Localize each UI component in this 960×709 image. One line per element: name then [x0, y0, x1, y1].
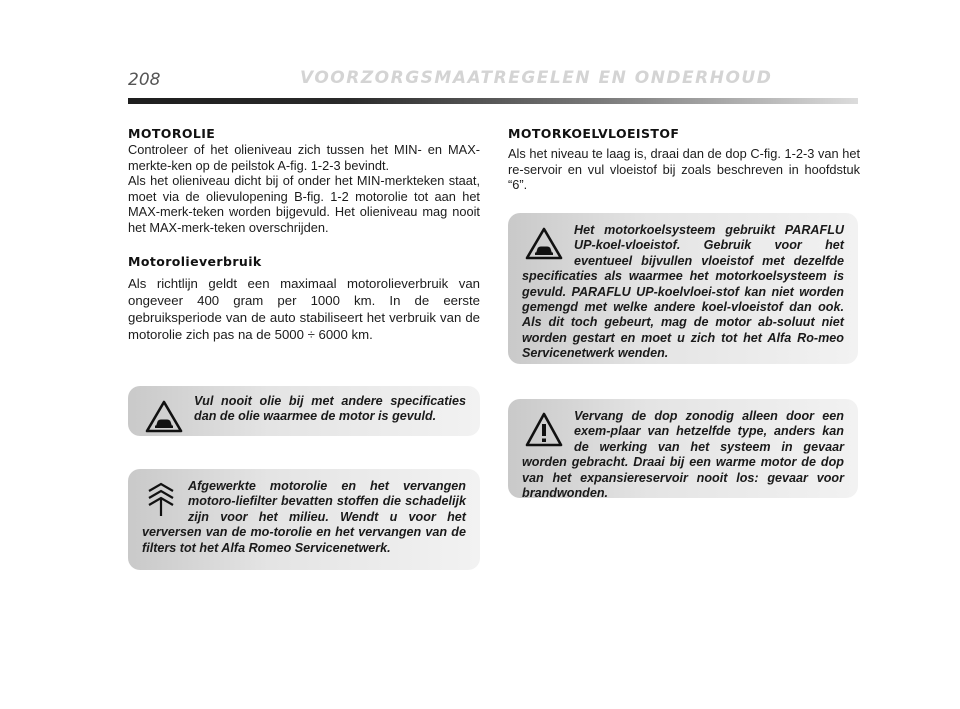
exclamation-triangle-icon [524, 411, 564, 449]
car-caution-triangle-icon [144, 398, 184, 436]
callout-environment-text: Afgewerkte motorolie en het vervangen motoro-liefilter bevatten stoffen die schadelijk zijn voor het milieu. Wendt u voor het verversen van de mo-torolie en het vervangen van de filters tot het Alfa Romeo Servicenetwerk. [142, 479, 466, 555]
callout-coolant-spec-text: Het motorkoelsysteem gebruikt PARAFLU UP-koel-vloeistof. Gebruik voor het eventueel bijvullen vloeistof met dezelfde specificaties als waarmee het motorkoelsysteem is gevuld. PARAFLU UP-koelvloei-stof kan niet worden gemengd met welke andere koel-vloeistof dan ook. Als dit toch gebeurt, mag de motor ab-soluut niet worden gestart en moet u zich tot het Alfa Ro-meo Servicenetwerk wenden. [522, 223, 844, 361]
section-heading-motorkoelvloeistof: MOTORKOELVLOEISTOF [508, 126, 680, 141]
running-title: VOORZORGSMAATREGELEN EN ONDERHOUD [300, 68, 773, 88]
page-number: 208 [128, 70, 161, 90]
oil-consumption-paragraph: Als richtlijn geldt een maximaal motorolieverbruik van ongeveer 400 gram per 1000 km. In de eerste gebruiksperiode van de auto stabiliseert het verbruik van de motorolie zich pas na de 5000 ÷ 6000 km. [128, 275, 480, 342]
callout-coolant-cap [508, 399, 858, 501]
callout-oil-spec-text: Vul nooit olie bij met andere specificaties dan de olie waarmee de motor is gevuld. [194, 394, 466, 424]
section-heading-motorolie: MOTOROLIE [128, 126, 216, 141]
coolant-paragraph: Als het niveau te laag is, draai dan de dop C-fig. 1-2-3 van het re-servoir en vul vloeistof bij zoals beschreven in hoofdstuk “6”. [508, 146, 860, 193]
left-column [128, 126, 480, 343]
callout-oil-spec [128, 386, 480, 436]
header-rule [128, 98, 858, 104]
callout-coolant-spec [508, 213, 858, 364]
environment-chevrons-icon [144, 481, 178, 517]
right-column [508, 126, 860, 193]
callout-coolant-cap-text: Vervang de dop zonodig alleen door een exem-plaar van hetzelfde type, anders kan de werking van het systeem in gevaar worden gebracht. Draai bij een warme motor de dop van het expansiereservoir nooit los: gevaar voor brandwonden. [522, 409, 844, 501]
section-heading-motorolieverbruik: Motorolieverbruik [128, 253, 262, 269]
oil-level-paragraph: Controleer of het olieniveau zich tussen het MIN- en MAX-merkte-ken op de peilstok A-fig. 1-2-3 bevindt. [128, 142, 480, 173]
car-caution-triangle-icon [524, 225, 564, 263]
callout-environment [128, 469, 480, 570]
oil-refill-paragraph: Als het olieniveau dicht bij of onder het MIN-merkteken staat, moet via de olievulopening B-fig. 1-2 motorolie tot aan het MAX-merk-teken worden bijgevuld. Het olieniveau mag nooit het MAX-merk-teken overschrijden. [128, 173, 480, 235]
